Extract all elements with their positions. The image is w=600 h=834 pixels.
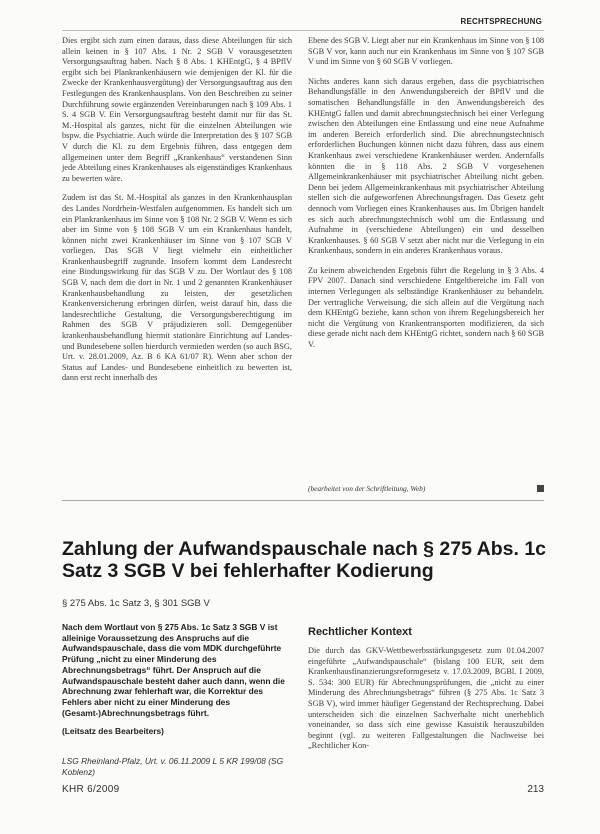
leitsatz-text: Nach dem Wortlaut von § 275 Abs. 1c Satz 3 SGB V ist alleinige Voraussetzung des Anspruchs auf die Aufwandspauschale, dass die vom MDK durchgeführte Prüfung „nicht zu einer Minderung des Abrechnungsbetrags“ führt. Der Anspruch auf die Aufwandspauschale besteht daher auch dann, wenn die Abrechnung zwar fehlerhaft war, die Korrektur des Fehlers aber nicht zu einer Minderung des (Gesamt-)Abrechnungsbetrags führt. — [62, 622, 285, 718]
running-head: RECHTSPRECHUNG — [460, 17, 542, 26]
left-paragraph-1: Dies ergibt sich zum einen daraus, dass diese Abteilungen für sich allein keinen in § 107 Abs. 1 Nr. 2 SGB V vorausgesetzten Versorgungsauftrag haben. Nach § 8 Abs. 1 KHEntgG, § 4 BPflV ergibt sich bei Plankrankenhäusern wie demjenigen der Kl. für die Zwecke der Krankenhausvergütung) der Versorgungsauftrag aus den Festlegungen des Krankenhausplans. Von den Beschreiben zu seiner Durchführung sowie ergänzenden Vereinbarungen nach § 109 Abs. 1 S. 4 SGB V. Ein Versorgungsauftrag besteht damit nur für das St. M.-Hospital als ganzes, nicht für die einzelnen Abteilungen wie bspw. die Psychiatrie. Auch würde die Interpretation des § 107 SGB V durch die Kl. zu dem Ergebnis führen, dass entgegen dem allgemeinen unter dem Begriff „Krankenhaus“ verstandenen Sinn jede Abteilung eines Krankenhauses als eigenständiges Krankenhaus zu bewerten wäre. — [62, 36, 292, 183]
norm-references: § 275 Abs. 1c Satz 3, § 301 SGB V — [62, 598, 210, 609]
context-heading: Rechtlicher Kontext — [308, 626, 412, 638]
right-column — [308, 36, 544, 360]
section-divider — [62, 500, 544, 501]
right-paragraph-3: Zu keinem abweichenden Ergebnis führt die Regelung in § 3 Abs. 4 FPV 2007. Danach sind verschiedene Entgeltbereiche im Fall von internen Verlegungen als selbständige Krankenhäuser zu behandeln. Der vertragliche Verweisung, die sich allein auf die Vergütung nach dem KHEntgG beziehe, kann schon von ihrem Regelungsbereich her nicht die Vergütung von Krankentransporten modifizieren, da sich diese gerade nicht nach dem KHEntgG richtet, sondern nach § 60 SGB V. — [308, 265, 544, 350]
article-headline: Zahlung der Aufwandspauschale nach § 275 Abs. 1c Satz 3 SGB V bei fehlerhafter Kodierung — [62, 538, 547, 582]
court-citation: LSG Rheinland-Pfalz, Urt. v. 06.11.2009 L 5 KR 199/08 (SG Koblenz) — [62, 756, 284, 777]
right-paragraph-1: Ebene des SGB V. Liegt aber nur ein Krankenhaus im Sinne von § 108 SGB V vor, kann auch nur ein Krankenhaus im Sinne von § 107 SGB V und im Sinne von § 60 SGB V vorliegen. — [308, 36, 544, 67]
page-number: 213 — [527, 784, 544, 795]
editor-note: (bearbeitet von der Schriftleitung, Web) — [308, 484, 426, 493]
right-paragraph-2: Nichts anderes kann sich daraus ergeben, dass die psychiatrischen Behandlungsfälle in den Anwendungsbereich der BPflV und die somatischen Behandlungsfälle in den Anwendungsbereich des KHEntgG fallen und damit abrechnungstechnisch bei einer Verlegung zwischen den Abteilungen eine Entlassung und eine neue Aufnahme im anderen Bereich erforderlich sind. Die abrechnungstechnisch erforderlichen Buchungen können nicht dazu führen, dass aus einem Krankenhaus zwei verschiedene Krankenhäuser werden. Andernfalls könnten die in § 118 Abs. 2 SGB V vorgesehenen Allgemeinkrankenhäuser mit psychiatrischer Abteilung nicht geben. Denn bei jedem Allgemeinkrankenhaus mit psychiatrischer Abteilung stellen sich die aufgeworfenen Abrechnungsfragen. Das Gesetz geht dennoch vom Vorliegen eines Krankenhauses aus. Im Übrigen handelt es sich auch abrechnungstechnisch wohl um die Entlassung und Aufnahme in (verschiedene Abteilungen) ein und desselben Krankenhauses. § 60 SGB V setzt aber nicht nur die Verlegung in ein Krankenhaus, sondern in ein anderes Krankenhaus voraus. — [308, 76, 544, 256]
header-divider — [62, 30, 544, 31]
left-paragraph-2: Zudem ist das St. M.-Hospital als ganzes in den Krankenhausplan des Landes Nordrhein-Westfalen aufgenommen. Es handelt sich um ein Plankrankenhaus im Sinne von § 108 Nr. 2 SGB V. Wenn es sich aber im Sinne von § 108 SGB V um ein Krankenhaus handelt, können nicht zwei Krankenhäuser im Sinne von § 107 SGB V vorliegen. Das SGB V liegt vielmehr ein einheitlicher Krankenhausbegriff zugrunde. Insofern kommt dem Landesrecht eine Bindungswirkung für das SGB V zu. Der Wortlaut des § 108 SGB V, nach dem die dort in Nr. 1 und 2 genannten Krankenhäuser Krankenhausbehandlung zu leisten, der gesetzlichen Krankenversicherung erbringen dürfen, weist darauf hin, dass die landesrechtliche Gestaltung, die Versorgungsberechtigung im Rahmen des SGB V präjudizieren soll. Demgegenüber krankenhausbehandlung hiermit stationäre Einrichtung auf Landes- und Bundesebene sollen hierdurch vermieden werden (so auch BSG, Urt. v. 28.01.2009, Az. B 6 KA 61/07 R). Wenn aber schon der Status auf Landes- und Bundesebene einheitlich zu bewerten ist, dann erst recht innerhalb des — [62, 193, 292, 383]
editor-note-row — [308, 484, 544, 493]
leitsatz-attribution: (Leitsatz des Bearbeiters) — [62, 726, 164, 737]
leitsatz-block — [62, 622, 294, 745]
left-column — [62, 36, 292, 393]
context-body: Die durch das GKV-Wettbewerbsstärkungsgesetz zum 01.04.2007 eingeführte „Aufwandspauschale“ (bislang 100 EUR, seit dem Krankenhausfinanzierungsreformgesetz v. 17.03.2009, BGBl. I 2009, S. 534: 300 EUR) für Abrechnungsprüfungen, die „nicht zu einer Minderung des Abrechnungsbetrags“ führen (§ 275 Abs. 1c Satz 3 SGB V), wird immer häufiger Gegenstand der Rechtsprechung. Dabei unterscheiden sich die einzelnen Sachverhalte nicht unerheblich voneinander, so dass sich eine gewisse Kasuistik herauszubilden beginnt (vgl. zu weiteren Fallgestaltungen die Nachweise bei „Rechtlicher Kon- — [308, 646, 544, 751]
journal-issue: KHR 6/2009 — [62, 784, 120, 795]
end-square-icon — [537, 485, 544, 492]
